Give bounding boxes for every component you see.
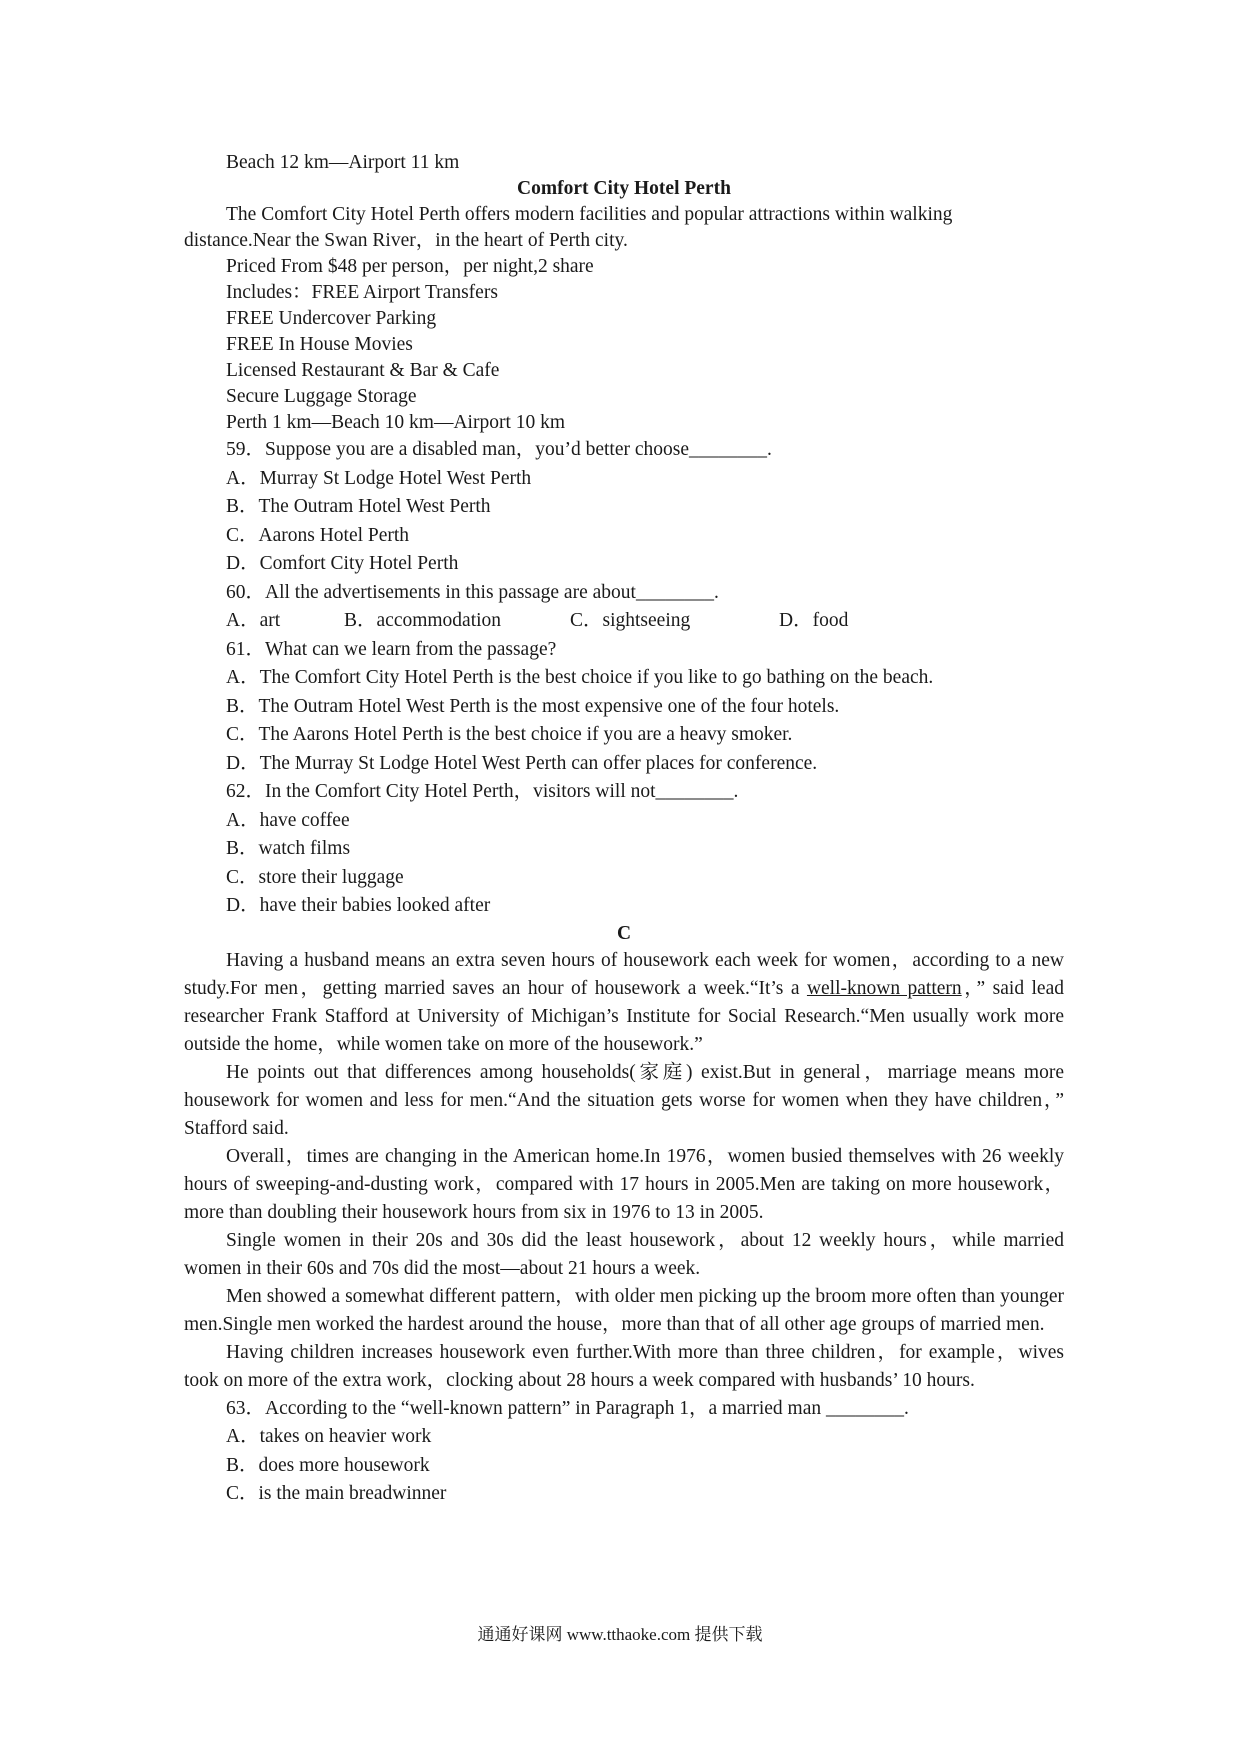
question-59-option: B．The Outram Hotel West Perth (226, 496, 491, 517)
question-59-stem: 59．Suppose you are a disabled man，you’d better choose________. (226, 439, 772, 460)
question-60-option: D．food (779, 610, 849, 631)
question-59-option: D．Comfort City Hotel Perth (226, 553, 459, 574)
passage-paragraph: Single women in their 20s and 30s did the least housework，about 12 weekly hours，while married women in their 60s and 70s did the most—about 21 hours a week. (184, 1229, 1064, 1279)
question-61-option: B．The Outram Hotel West Perth is the most expensive one of the four hotels. (226, 695, 840, 717)
page-footer: 通通好课网 www.tthaoke.com 提供下载 (477, 1625, 763, 1644)
passage-paragraph: Overall，times are changing in the American home.In 1976，women busied themselves with 26 weekly hours of sweeping-and-dusting work，compared with 17 hours in 2005.Men are taking on more housework，more than doubling their housework hours from six in 1976 to 13 in 2005. (184, 1145, 1064, 1223)
question-60-option: C．sightseeing (570, 610, 691, 631)
question-60-option: A．art (226, 610, 281, 631)
hotel-price: Priced From $48 per person，per night,2 share (226, 256, 594, 277)
passage-paragraph: He points out that differences among households(家庭) exist.But in general，marriage means more housework for women and less for men.“And the situation gets worse for women when they have children，” Stafford said. (184, 1061, 1064, 1139)
hotel-distance: Perth 1 km—Beach 10 km—Airport 10 km (226, 412, 566, 433)
hotel-feature: Includes：FREE Airport Transfers (226, 282, 498, 303)
question-61-option: D．The Murray St Lodge Hotel West Perth can offer places for conference. (226, 752, 818, 774)
question-62-option: D．have their babies looked after (226, 895, 491, 916)
hotel-feature: Licensed Restaurant & Bar & Cafe (226, 360, 500, 381)
question-60-option: B．accommodation (344, 610, 502, 631)
passage-text: Having a husband means an extra seven hours of housework each week for women，according to a new study.For men，getting married saves an hour of housework a week.“It’s a (184, 949, 1064, 999)
hotel-description-line-2: distance.Near the Swan River，in the heart of Perth city. (184, 230, 628, 251)
question-61-option: A．The Comfort City Hotel Perth is the best choice if you like to go bathing on the beach. (226, 667, 934, 688)
document-page (184, 150, 1064, 1509)
question-63-option: A．takes on heavier work (226, 1426, 432, 1447)
previous-hotel-distance: Beach 12 km—Airport 11 km (226, 152, 460, 173)
passage-paragraph: Men showed a somewhat different pattern，with older men picking up the broom more often than younger men.Single men worked the hardest around the house，more than that of all other age groups of married men. (184, 1285, 1064, 1335)
passage-paragraph: Having children increases housework even further.With more than three children，for example，wives took on more of the extra work，clocking about 28 hours a week compared with husbands’ 10 hours. (184, 1341, 1064, 1391)
hotel-title: Comfort City Hotel Perth (517, 178, 731, 199)
hotel-feature: FREE In House Movies (226, 334, 413, 355)
question-60-options (184, 607, 1064, 636)
question-63-option: C．is the main breadwinner (226, 1483, 447, 1504)
question-61-option: C．The Aarons Hotel Perth is the best choice if you are a heavy smoker. (226, 724, 793, 745)
question-62-option: A．have coffee (226, 809, 350, 831)
question-63-option: B．does more housework (226, 1454, 430, 1476)
question-62-option: B．watch films (226, 838, 351, 859)
question-62-stem: 62．In the Comfort City Hotel Perth，visitors will not________. (226, 781, 739, 802)
passage-paragraph (184, 947, 1064, 1059)
section-heading: C (616, 922, 632, 944)
passage-text: ，” said lead researcher Frank Stafford at University of Michigan’s Institute for Social Research.“Men usually work more outside the home，while women take on more of the housework.” (184, 977, 1064, 1055)
question-59-option: C．Aarons Hotel Perth (226, 524, 410, 546)
underlined-phrase: well-known pattern (806, 977, 962, 999)
question-62-option: C．store their luggage (226, 866, 404, 888)
question-60-stem: 60．All the advertisements in this passage are about________. (226, 581, 719, 603)
hotel-description-line-1: The Comfort City Hotel Perth offers modern facilities and popular attractions within walking (226, 204, 953, 225)
question-63-stem: 63．According to the “well-known pattern” in Paragraph 1，a married man ________. (226, 1397, 909, 1419)
hotel-feature: Secure Luggage Storage (226, 386, 417, 407)
question-59-option: A．Murray St Lodge Hotel West Perth (226, 467, 532, 489)
question-61-stem: 61．What can we learn from the passage? (226, 638, 557, 660)
hotel-feature: FREE Undercover Parking (226, 308, 437, 329)
